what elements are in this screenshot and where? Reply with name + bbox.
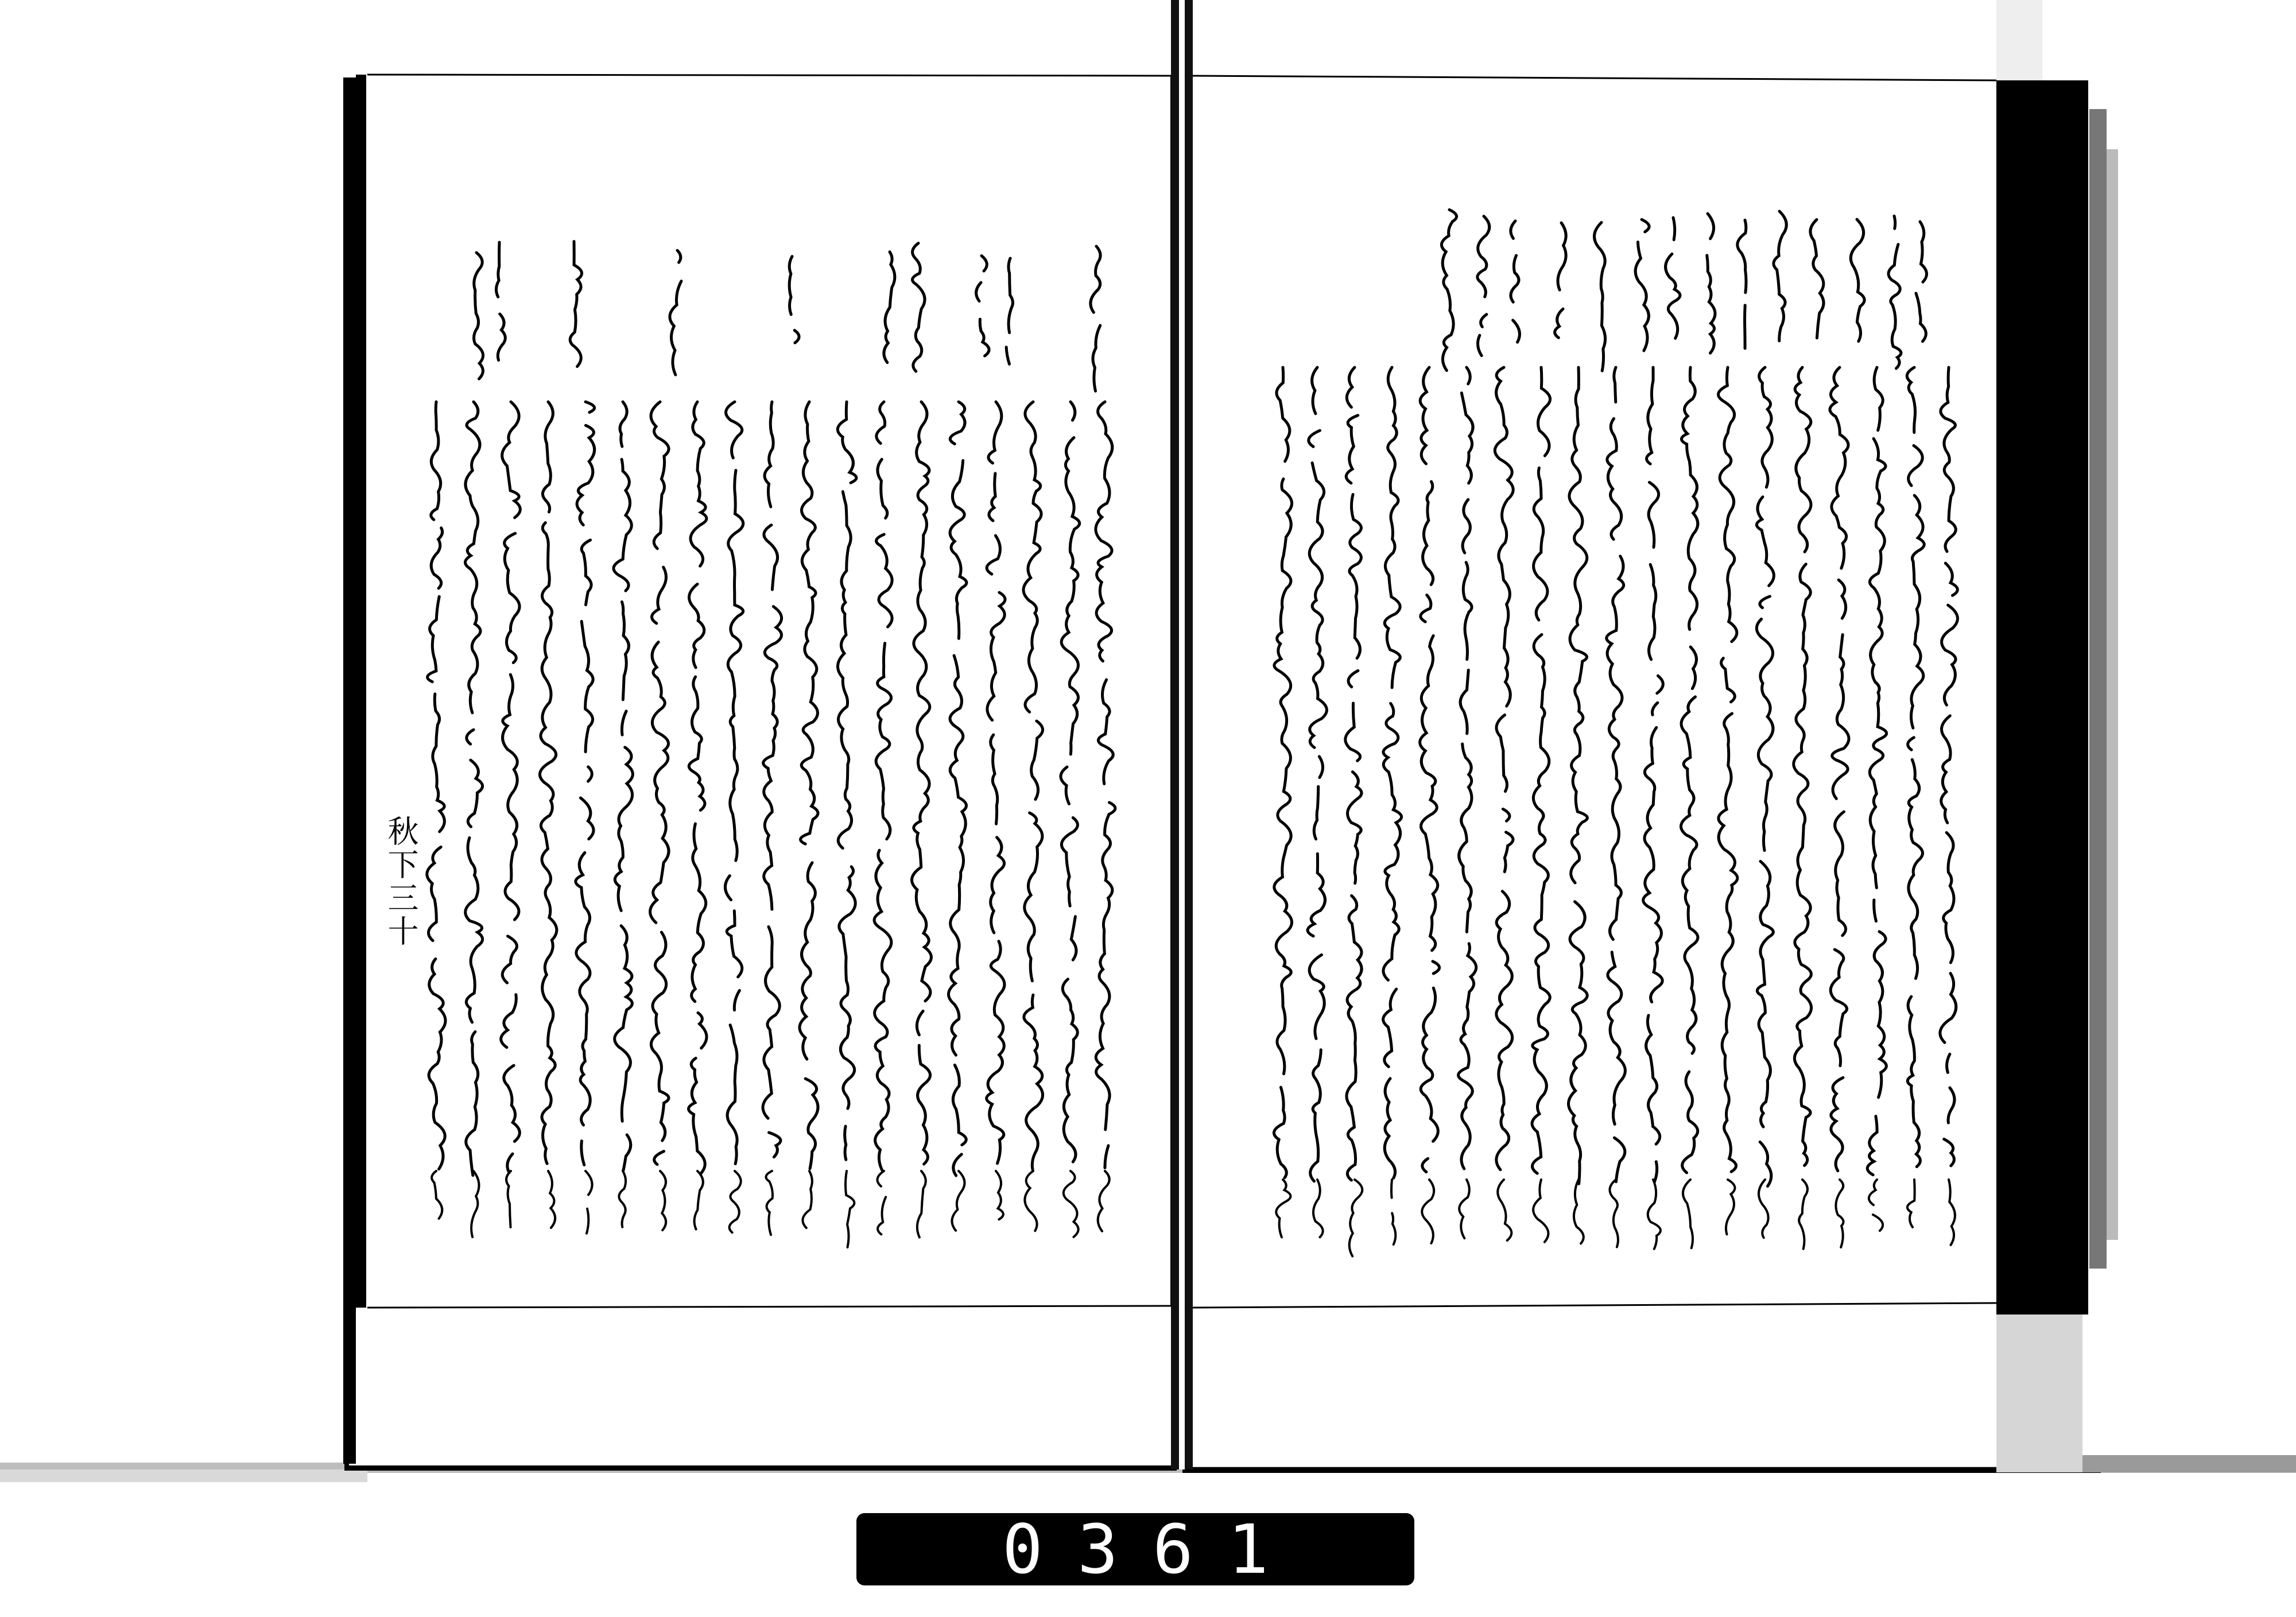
folio-number: 秋下三十 — [383, 815, 419, 948]
right-page — [1193, 0, 2118, 1472]
frame-number-label — [856, 1510, 1414, 1589]
frame-number-text: 0361 — [1002, 1510, 1304, 1589]
spine — [1171, 0, 1193, 1469]
left-page — [343, 72, 1171, 1465]
